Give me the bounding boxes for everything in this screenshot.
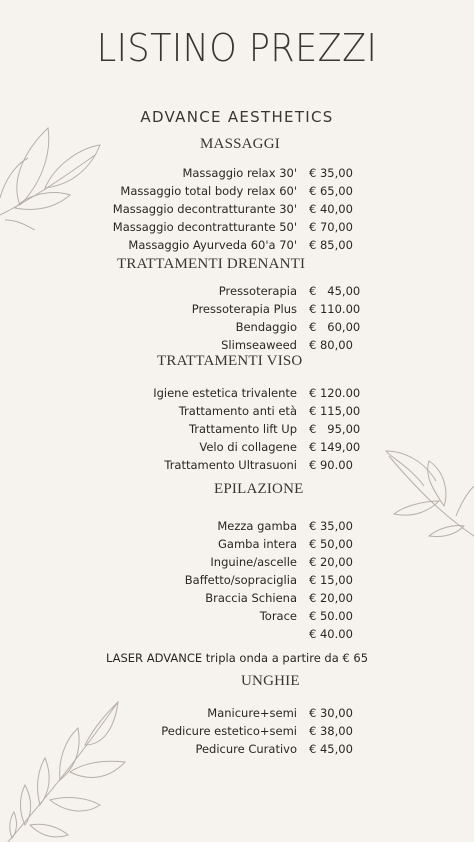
list-item: Pedicure Curativo € 45,00: [195, 742, 353, 756]
list-item: Inguine/ascelle € 20,00: [210, 555, 353, 569]
list-item: Pedicure estetico+semi € 38,00: [161, 724, 353, 738]
list-item: Pressoterapia Plus € 110.00: [191, 302, 361, 316]
section-heading-unghie: UNGHIE: [241, 673, 300, 689]
list-item: Manicure+semi € 30,00: [207, 706, 353, 720]
laser-offer: LASER ADVANCE tripla onda a partire da € 65: [105, 651, 369, 665]
list-item: € 40.00: [309, 627, 353, 641]
list-item: Slimseaweed € 80,00: [221, 338, 353, 352]
list-item: Igiene estetica trivalente € 120.00: [153, 386, 361, 400]
list-item: Massaggio Ayurveda 60'a 70' € 85,00: [128, 238, 353, 252]
page-subtitle: ADVANCE AESTHETICS: [140, 108, 334, 126]
list-item: Trattamento lift Up € 95,00: [188, 422, 361, 436]
section-heading-epilazione: EPILAZIONE: [214, 481, 304, 497]
list-item: Massaggio decontratturante 30' € 40,00: [112, 202, 353, 216]
list-item: Massaggio relax 30' € 35,00: [182, 166, 353, 180]
page-title: LISTINO PREZZI: [96, 26, 378, 70]
list-item: Braccia Schiena € 20,00: [205, 591, 353, 605]
list-item: Gamba intera € 50,00: [217, 537, 353, 551]
list-item: Trattamento Ultrasuoni € 90.00: [164, 458, 353, 472]
section-heading-massaggi: MASSAGGI: [200, 136, 280, 152]
section-heading-drenanti: TRATTAMENTI DRENANTI: [117, 256, 306, 272]
list-item: Massaggio total body relax 60' € 65,00: [120, 184, 353, 198]
list-item: Pressoterapia € 45,00: [218, 284, 361, 298]
list-item: Torace € 50.00: [259, 609, 353, 623]
list-item: Mezza gamba € 35,00: [217, 519, 353, 533]
list-item: Bendaggio € 60,00: [235, 320, 361, 334]
list-item: Massaggio decontratturante 50' € 70,00: [112, 220, 353, 234]
section-heading-viso: TRATTAMENTI VISO: [157, 353, 303, 369]
list-item: Baffetto/sopraciglia € 15,00: [184, 573, 353, 587]
list-item: Trattamento anti età € 115,00: [178, 404, 361, 418]
list-item: Velo di collagene € 149,00: [199, 440, 361, 454]
